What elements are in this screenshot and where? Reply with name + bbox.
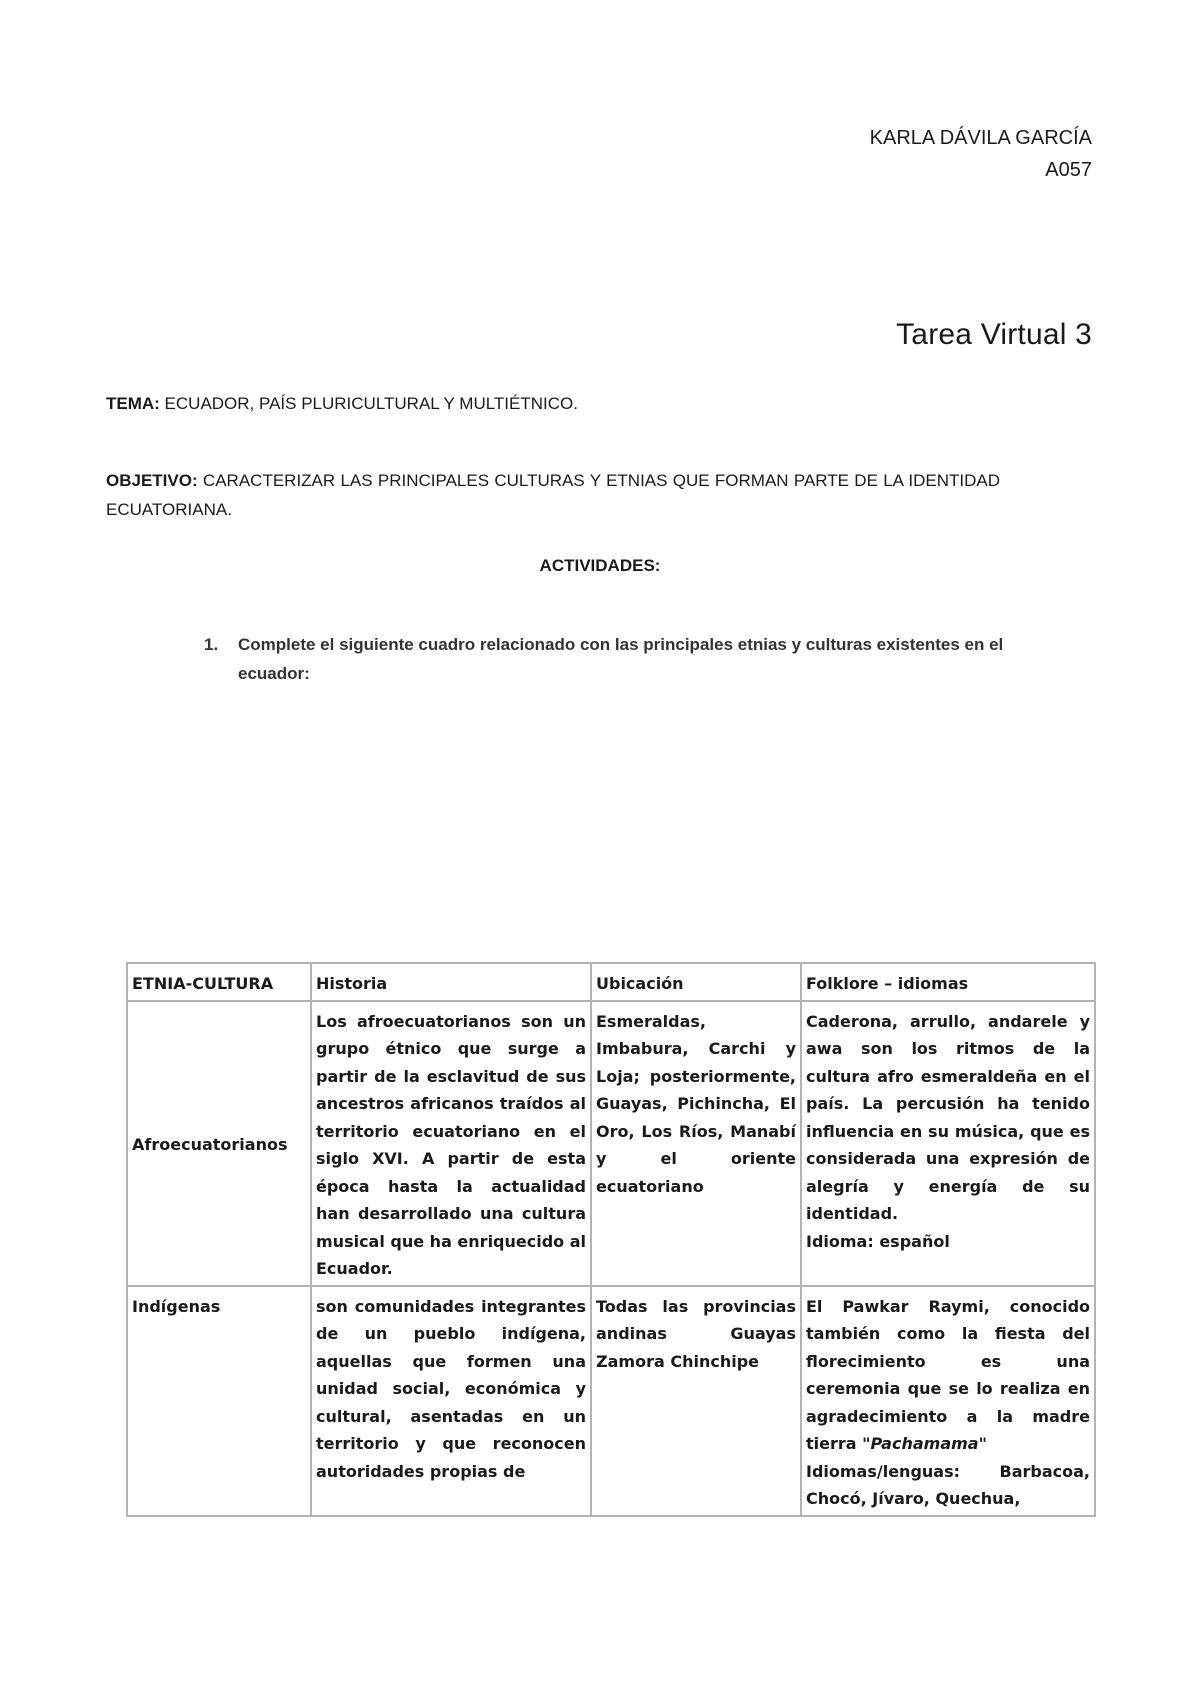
activity-number: 1. [204, 635, 219, 654]
folklore-cell [801, 1001, 1095, 1286]
historia-cell: Los afroecuatorianos son un grupo étnico que surge a partir de la esclavitud de sus ancestros africanos traídos al territorio ecuatoriano en el siglo XVI. A partir de esta época hasta la actualidad han desarrollado una cultura musical que ha enriquecido al Ecuador. [311, 1001, 591, 1286]
folklore-text-part: El [806, 1296, 843, 1316]
objetivo-text: CARACTERIZAR LAS PRINCIPALES CULTURAS Y ETNIAS QUE FORMAN PARTE DE LA IDENTIDAD ECUATORIANA. [106, 471, 1000, 519]
ubicacion-cell: Todas las provincias andinas Guayas Zamora Chinchipe [591, 1286, 801, 1516]
author-name: KARLA DÁVILA GARCÍA [869, 127, 1092, 149]
ubicacion-cell: Esmeraldas, Imbabura, Carchi y Loja; posteriormente, Guayas, Pichincha, El Oro, Los Ríos, Manabí y el oriente ecuatoriano [591, 1001, 801, 1286]
header-ubicacion: Ubicación [591, 963, 801, 1001]
activity-text: Complete el siguiente cuadro relacionado con las principales etnias y culturas existentes en el ecuador: [238, 635, 1004, 683]
folklore-text [806, 1293, 1090, 1458]
header-etnia: ETNIA-CULTURA [127, 963, 311, 1001]
table-row [127, 1001, 1095, 1286]
tema-text: ECUADOR, PAÍS PLURICULTURAL Y MULTIÉTNICO. [159, 394, 578, 413]
tema-line [106, 394, 578, 414]
folklore-cell [801, 1286, 1095, 1516]
objetivo-label: OBJETIVO: [106, 471, 198, 490]
historia-cell: son comunidades integrantes de un pueblo indígena, aquellas que formen una unidad social, económica y cultural, asentadas en un territorio y que reconocen autoridades propias de [311, 1286, 591, 1516]
author-code: A057 [1045, 159, 1092, 181]
folklore-text-part: , conocido también como la [806, 1296, 1091, 1343]
folklore-text: Caderona, arrullo, andarele y awa son los ritmos de la cultura afro esmeraldeña en el país. La percusión ha tenido influencia en su música, que es considerada una expresión de alegría y energía de su identidad. [806, 1011, 1090, 1223]
etnia-cell: Afroecuatorianos [127, 1001, 311, 1286]
header-historia: Historia [311, 963, 591, 1001]
page-title: Tarea Virtual 3 [896, 318, 1092, 351]
table-row [127, 1286, 1095, 1516]
folklore-highlight: fiesta del florecimiento [806, 1324, 1090, 1371]
idioma-text: Idioma: español [806, 1231, 950, 1251]
folklore-text-part: es una ceremonia que se lo realiza en agradecimiento a la madre tierra [806, 1351, 1090, 1453]
objetivo-paragraph [106, 466, 1000, 524]
folklore-highlight: Pawkar Raymi [842, 1296, 984, 1316]
header-folklore: Folklore – idiomas [801, 963, 1095, 1001]
author-block [870, 122, 1092, 186]
activity-item [204, 630, 1004, 688]
actividades-heading: ACTIVIDADES: [539, 556, 661, 575]
tema-label: TEMA: [106, 394, 160, 413]
ethnic-cultures-table [126, 962, 1096, 1517]
etnia-cell: Indígenas [127, 1286, 311, 1516]
idioma-text: Idiomas/lenguas: Barbacoa, Chocó, Jívaro, Quechua, [806, 1461, 1090, 1508]
table-header-row [127, 963, 1095, 1001]
folklore-italic: "Pachamama" [862, 1434, 987, 1453]
